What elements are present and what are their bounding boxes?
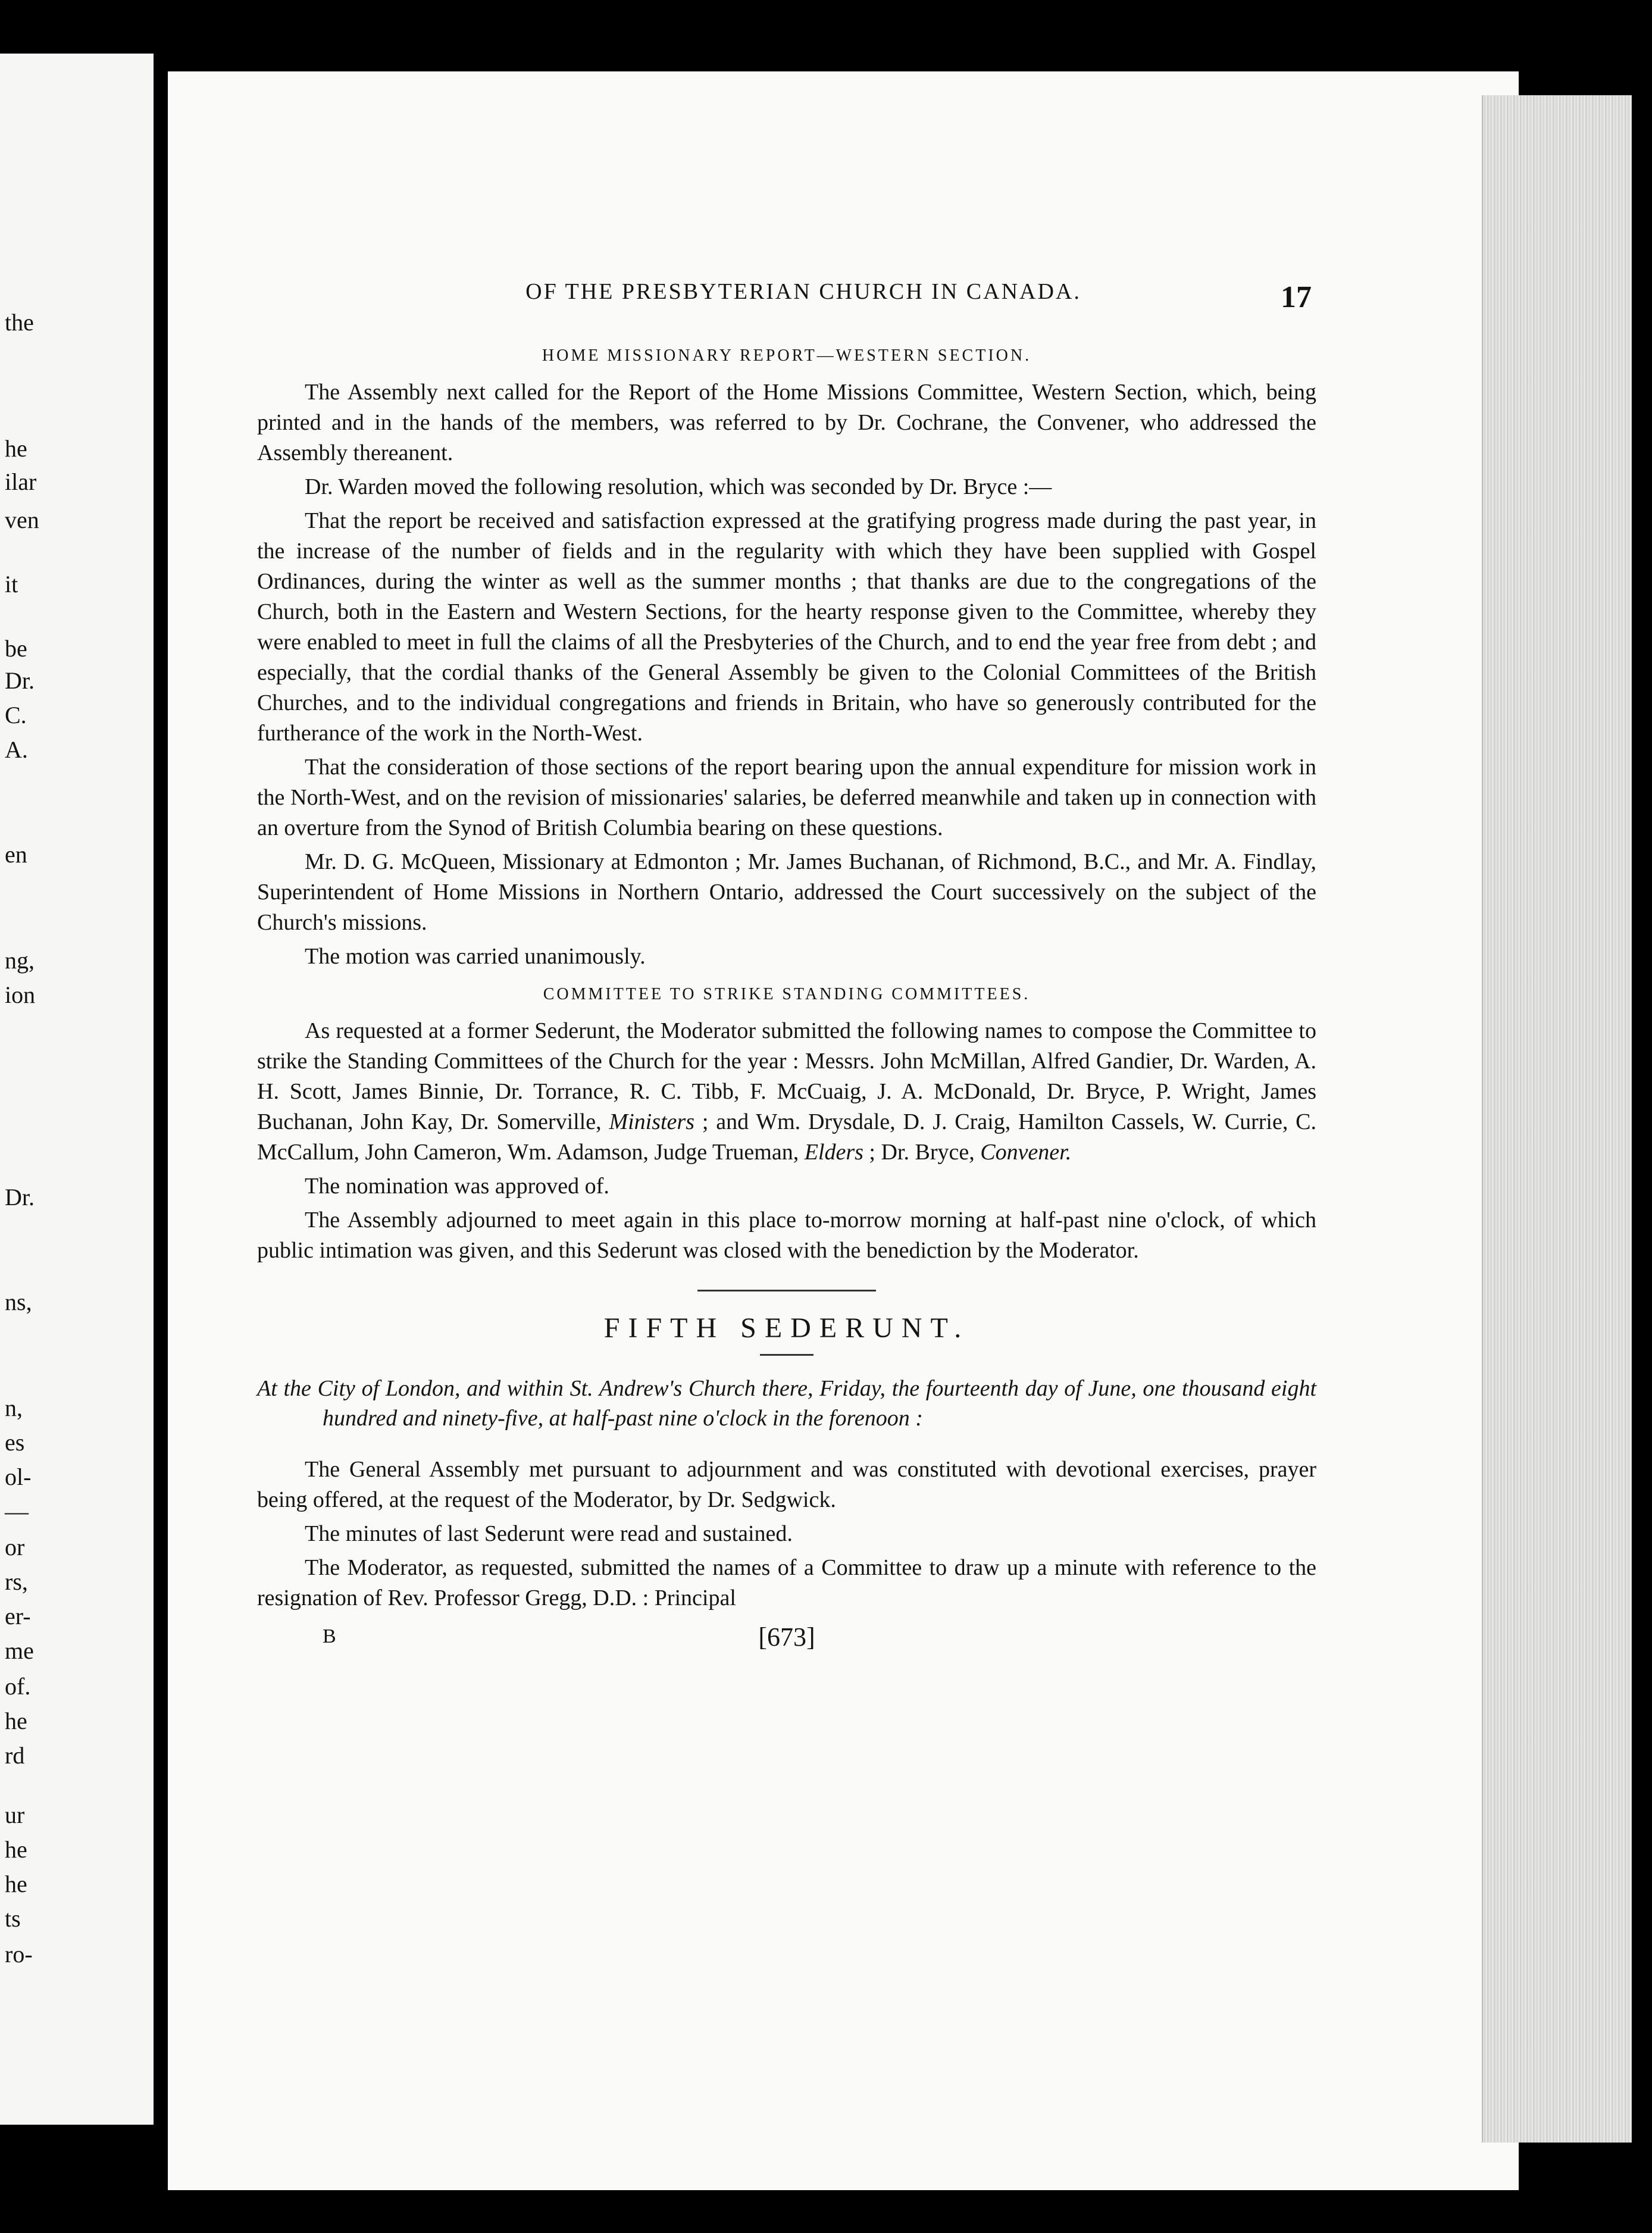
left-page-fragment: rd [5, 1742, 25, 1769]
left-page-fragment: Dr. [5, 667, 35, 694]
left-page-fragment: rs, [5, 1568, 28, 1595]
convener-label: Convener. [980, 1140, 1072, 1165]
paragraph: The minutes of last Sederunt were read and sustained. [305, 1521, 793, 1546]
left-page-fragment: he [5, 1836, 27, 1863]
divider-rule [697, 1290, 876, 1291]
ministers-label: Ministers [609, 1109, 694, 1134]
left-page-fragment: be [5, 635, 27, 662]
left-page-fragment: the [5, 309, 34, 336]
left-page-fragment: ns, [5, 1288, 32, 1315]
left-page-fragment: A. [5, 736, 28, 763]
paragraph: Mr. D. G. McQueen, Missionary at Edmonton ; Mr. James Buchanan, of Richmond, B.C., and Mr. A. Findlay, Superintendent of Home Missions in Northern Ontario, addressed the Court successively on the subject of the Church's missions. [257, 849, 1316, 935]
left-page-fragment: ur [5, 1802, 25, 1828]
paragraph: The Moderator, as requested, submitted the names of a Committee to draw up a minute with reference to the resignation of Rev. Professor Gregg, D.D. : Principal [257, 1555, 1316, 1610]
paragraph: That the consideration of those sections of the report bearing upon the annual expenditure for mission work in the North-West, and on the revision of missionaries' salaries, be deferred meanwhile and taken up in connection with an overture from the Synod of British Columbia bearing on these questions. [257, 755, 1316, 840]
page-footer [257, 1622, 1316, 1667]
left-page-fragment: ven [5, 506, 39, 533]
left-page-fragment: of. [5, 1673, 31, 1700]
left-facing-page [0, 54, 154, 2125]
committee-names-text: As requested at a former Sederunt, the Moderator submitted the following names to compose the Committee to strike the Standing Committees of the Church for the year : Messrs. John McMillan, Alfred Gandier, Dr. Warden, A. H. Scott, James Binnie, Dr. Torrance, R. C. Tibb, F. McCuaig, J. A. McDonald, Dr. Bryce, P. Wright, James Buchanan, John Kay, Dr. Somerville, [257, 1018, 1316, 1134]
paragraph: The motion was carried unanimously. [305, 944, 646, 969]
paragraph: The Assembly next called for the Report of the Home Missions Committee, Western Section, which, being printed and in the hands of the members, was referred to by Dr. Cochrane, the Convener, who addressed the Assembly thereanent. [257, 380, 1316, 465]
left-page-fragment: it [5, 571, 18, 598]
left-page-fragment: ng, [5, 947, 35, 974]
paragraph: The General Assembly met pursuant to adjournment and was constituted with devotional exercises, prayer being offered, at the request of the Moderator, by Dr. Sedgwick. [257, 1457, 1316, 1512]
section-heading-standing-committees: COMMITTEE TO STRIKE STANDING COMMITTEES. [543, 985, 1031, 1003]
section-heading-fifth-sederunt: FIFTH SEDERUNT. [603, 1312, 970, 1344]
committee-names-text: ; Dr. Bryce, [863, 1140, 981, 1165]
left-page-fragment: — [5, 1498, 29, 1525]
paragraph: The nomination was approved of. [305, 1174, 609, 1199]
signature-mark: B [323, 1625, 336, 1647]
left-page-fragment: ion [5, 981, 36, 1008]
elders-label: Elders [804, 1140, 863, 1165]
left-page-fragment: me [5, 1637, 34, 1664]
divider-rule-short [760, 1354, 814, 1356]
left-page-fragment: ro- [5, 1941, 33, 1968]
page-edges [1482, 95, 1632, 2143]
paragraph: That the report be received and satisfaction expressed at the gratifying progress made during the past year, in the increase of the number of fields and in the regularity with which they have been supplied with Gospel Ordinances, during the winter as well as the summer months ; that thanks are due to the congregations of the Church, both in the Eastern and Western Sections, for the hearty response given to the Committee, whereby they were enabled to meet in full the claims of all the Presbyteries of the Church, and to end the year free from debt ; and especially, that the cordial thanks of the General Assembly be given to the Colonial Committees of the British Churches, and to the individual congregations and friends in Britain, who have so generously contributed for the furtherance of the work in the North-West. [257, 508, 1316, 746]
left-page-fragment: n, [5, 1394, 23, 1421]
left-page-fragment: he [5, 1871, 27, 1897]
section-heading-home-missions: HOME MISSIONARY REPORT—WESTERN SECTION. [542, 346, 1032, 365]
left-page-fragment: or [5, 1534, 25, 1560]
left-page-fragment: Dr. [5, 1184, 35, 1211]
paragraph: Dr. Warden moved the following resolution, which was seconded by Dr. Bryce :— [305, 474, 1052, 499]
left-page-fragment: es [5, 1429, 25, 1456]
left-page-fragment: ts [5, 1905, 21, 1932]
left-page-fragment: C. [5, 702, 27, 728]
left-page-fragment: he [5, 1707, 27, 1734]
paragraph: The Assembly adjourned to meet again in this place to-morrow morning at half-past nine o'clock, of which public intimation was given, and this Sederunt was closed with the benediction by the Moderator. [257, 1208, 1316, 1263]
left-page-fragment: ilar [5, 468, 37, 495]
page-number: 17 [1281, 280, 1312, 314]
paragraph-committee-names [257, 1016, 1316, 1168]
folio-number: [673] [758, 1622, 815, 1652]
left-page-fragment: er- [5, 1603, 31, 1630]
body-text [257, 333, 1316, 1667]
running-title: OF THE PRESBYTERIAN CHURCH IN CANADA. [525, 279, 1081, 304]
left-page-fragment: en [5, 841, 27, 868]
left-page-fragment: he [5, 435, 27, 462]
left-page-fragment: ol- [5, 1463, 32, 1490]
sederunt-intro: At the City of London, and within St. Andrew's Church there, Friday, the fourteenth day of June, one thousand eight hundred and ninety-five, at half-past nine o'clock in the forenoon : [257, 1376, 1316, 1431]
committee-names-text: ; and Wm. Drysdale, D. J. Craig, Hamilton Cassels, W. Currie, C. McCallum, John Cameron, Wm. Adamson, Judge Trueman, [257, 1109, 1316, 1165]
